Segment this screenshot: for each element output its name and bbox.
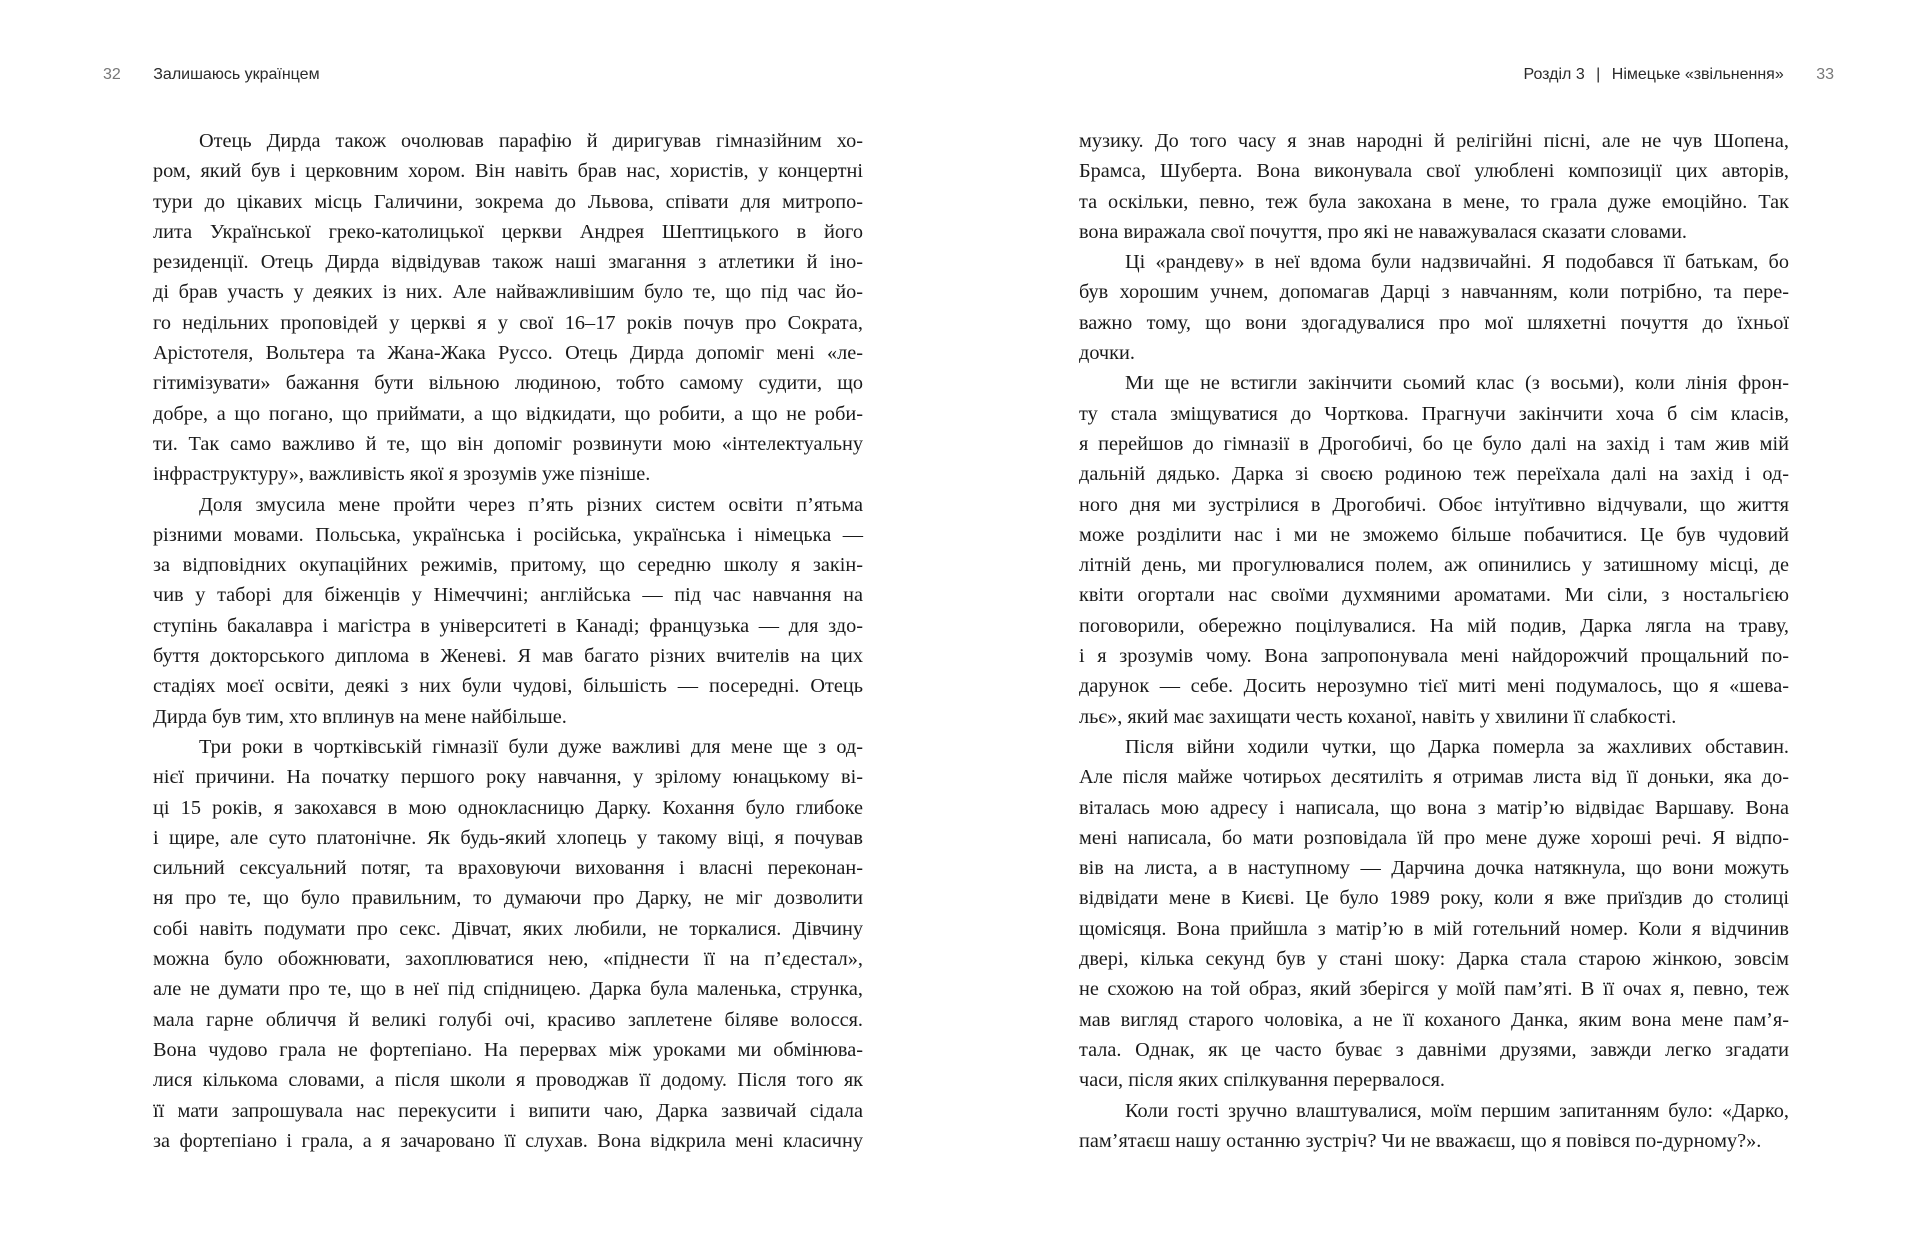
text-line: часи, після яких спілкування перервалося. — [1079, 1069, 1445, 1092]
text-line: гітимізувати» бажання бути вільною людиною, тобто самому судити, що — [153, 372, 863, 395]
right-page-header — [1523, 66, 1834, 84]
text-line: Доля змусила мене пройти через п’ять різних систем освіти п’ятьма — [199, 493, 863, 516]
text-line: ді брав участь у деяких із них. Але найважливішим було те, що під час йо- — [153, 281, 863, 304]
text-line: Арістотеля, Вольтера та Жана-Жака Руссо. Отець Дирда допоміг мені «ле- — [153, 342, 863, 365]
left-page-body — [153, 126, 863, 1156]
left-page-header — [103, 66, 320, 84]
book-running-title: Залишаюсь українцем — [153, 66, 320, 83]
text-line: Дирда був тим, хто вплинув на мене найбільше. — [153, 705, 567, 728]
text-line: мала гарне обличчя й великі голубі очі, красиво заплетене біляве волосся. — [153, 1008, 863, 1031]
text-line: за фортепіано і грала, а я зачаровано її слухав. Вона відкрила мені класичну — [153, 1129, 863, 1152]
text-line: Ми ще не встигли закінчити сьомий клас (з восьми), коли лінія фрон- — [1125, 372, 1789, 395]
text-line: дочки. — [1079, 342, 1135, 365]
text-line: але не думати про те, що в неї під спідницею. Дарка була маленька, струнка, — [153, 978, 863, 1001]
text-line: сильний сексуальний потяг, та враховуючи виховання і власні переконан- — [153, 857, 863, 880]
header-separator: | — [1596, 66, 1601, 83]
text-line: добре, а що погано, що приймати, а що відкидати, що робити, а що не роби- — [153, 402, 863, 425]
text-line: ці 15 років, я закохався в мою однокласницю Дарку. Кохання було глибоке — [153, 796, 863, 819]
text-line: двері, кілька секунд був у стані шоку: Дарка стала старою жінкою, зовсім — [1079, 948, 1789, 971]
text-line: стадіях моєї освіти, деякі з них були чудові, більшість — посередні. Отець — [153, 675, 863, 698]
right-page-body — [1079, 126, 1789, 1156]
text-line: віталась мою адресу і написала, що вона з матір’ю відвідає Варшаву. Вона — [1079, 796, 1789, 819]
text-line: ром, який був і церковним хором. Він навіть брав нас, хористів, у концертні — [153, 160, 863, 183]
text-line: Після війни ходили чутки, що Дарка померла за жахливих обставин. — [1125, 735, 1789, 758]
text-line: го недільних проповідей у церкві я у свої 16–17 років почув про Сократа, — [153, 311, 863, 334]
text-line: Отець Дирда також очолював парафію й диригував гімназійним хо- — [199, 130, 863, 152]
text-line: Ці «рандеву» в неї вдома були надзвичайні. Я подобався її батькам, бо — [1125, 251, 1789, 274]
text-line: я перейшов до гімназії в Дрогобичі, бо це було далі на захід і там жив мій — [1079, 432, 1789, 455]
text-line: вона виражала свої почуття, про які не наважувалася сказати словами. — [1079, 220, 1687, 243]
text-line: дальній дядько. Дарка зі своєю родиною теж переїхала далі на захід і од- — [1079, 463, 1789, 486]
text-line: льє», який має захищати честь коханої, навіть у хвилини її слабкості. — [1079, 705, 1677, 728]
text-line: лита Української греко-католицької церкви Андрея Шептицького в його — [153, 220, 863, 243]
text-line: ступінь бакалавра і магістра в університеті в Канаді; французька — для здо- — [153, 614, 863, 637]
text-line: Три роки в чортківській гімназії були дуже важливі для мене ще з од- — [199, 735, 863, 758]
text-line: пам’ятаєш нашу останню зустріч? Чи не вважаєш, що я повівся по-дурному?». — [1079, 1129, 1762, 1152]
text-line: ти. Так само важливо й те, що він допоміг розвинути мою «інтелектуальну — [153, 432, 863, 455]
text-line: музику. До того часу я знав народні й релігійні пісні, але не чув Шопена, — [1079, 130, 1789, 152]
text-line: був хорошим учнем, допомагав Дарці з навчанням, коли потрібно, та пере- — [1079, 281, 1789, 304]
text-line: і щире, але суто платонічне. Як будь-який хлопець у такому віці, я почував — [153, 826, 863, 849]
text-line: її мати запрошувала нас перекусити і випити чаю, Дарка зазвичай сідала — [153, 1099, 863, 1122]
text-line: важно тому, що вони здогадувалися про мої шляхетні почуття до їхньої — [1079, 311, 1789, 334]
left-page-number: 32 — [103, 66, 121, 83]
text-line: Брамса, Шуберта. Вона виконувала свої улюблені композиції цих авторів, — [1079, 160, 1789, 183]
text-line: та оскільки, певно, теж була закохана в мене, то грала дуже емоційно. Так — [1079, 190, 1789, 213]
chapter-title: Німецьке «звільнення» — [1611, 66, 1784, 83]
text-line: відвідати мене в Києві. Це було 1989 року, коли я вже приїздив до столиці — [1079, 887, 1789, 910]
text-line: не схожою на той образ, який зберігся у моїй пам’яті. В її очах я, певно, теж — [1079, 978, 1789, 1001]
text-line: Коли гості зручно влаштувалися, моїм першим запитанням було: «Дарко, — [1125, 1099, 1789, 1122]
text-line: ня про те, що було правильним, то думаючи про Дарку, не міг дозволити — [153, 887, 863, 910]
text-line: ного дня ми зустрілися в Дрогобичі. Обоє інтуїтивно відчували, що життя — [1079, 493, 1789, 516]
text-line: різними мовами. Польська, українська і російська, українська і німецька — — [153, 523, 863, 546]
text-line: квіти огортали нас своїми духмяними ароматами. Ми сіли, з ностальгією — [1079, 584, 1789, 607]
text-line: буття докторського диплома в Женеві. Я мав багато різних вчителів на цих — [153, 645, 863, 668]
text-line: тала. Однак, як це часто буває з давніми друзями, завжди легко згадати — [1079, 1038, 1789, 1061]
text-line: Вона чудово грала не фортепіано. На перервах між уроками ми обмінюва- — [153, 1038, 863, 1061]
text-line: вів на листа, а в наступному — Дарчина дочка натякнула, що вони можуть — [1079, 857, 1789, 880]
text-line: інфраструктуру», важливість якої я зрозумів уже пізніше. — [153, 463, 651, 486]
text-line: за відповідних окупаційних режимів, притому, що середню школу я закін- — [153, 554, 863, 577]
text-line: щомісяця. Вона прийшла з матір’ю в мій готельний номер. Коли я відчинив — [1079, 917, 1789, 940]
text-line: Але після майже чотирьох десятиліть я отримав листа від її доньки, яка до- — [1079, 766, 1789, 789]
text-line: мав вигляд старого чоловіка, а не її коханого Данка, яким вона мене пам’я- — [1079, 1008, 1789, 1031]
text-line: ту стала зміщуватися до Чорткова. Прагнучи закінчити хоча б сім класів, — [1079, 402, 1789, 425]
text-line: нієї причини. На початку першого року навчання, у зрілому юнацькому ві- — [153, 766, 863, 789]
section-label: Розділ 3 — [1523, 66, 1585, 83]
text-line: поговорили, обережно поцілувалися. На мій подив, Дарка лягла на траву, — [1079, 614, 1789, 637]
text-line: можна було обожнювати, захоплюватися нею, «піднести її на п’єдестал», — [153, 948, 863, 971]
text-line: тури до цікавих місць Галичини, зокрема до Львова, співати для митропо- — [153, 190, 863, 213]
text-line: дарунок — себе. Досить нерозумно тієї миті мені подумалось, що я «шева- — [1079, 675, 1789, 698]
right-page-number: 33 — [1816, 66, 1834, 83]
text-line: чив у таборі для біженців у Німеччині; англійська — під час навчання на — [153, 584, 863, 607]
text-line: мені написала, бо мати розповідала їй про мене дуже хороші речі. Я відпо- — [1079, 826, 1789, 849]
text-line: може розділити нас і ми не зможемо більше побачитися. Це був чудовий — [1079, 523, 1789, 546]
text-line: резиденції. Отець Дирда відвідував також наші змагання з атлетики й іно- — [153, 251, 863, 274]
text-line: літній день, ми прогулювалися полем, аж опинились у затишному місці, де — [1079, 554, 1789, 577]
text-line: лися кількома словами, а після школи я проводжав її додому. Після того як — [153, 1069, 863, 1092]
text-line: і я зрозумів чому. Вона запропонувала мені найдорожчий прощальний по- — [1079, 645, 1789, 668]
text-line: собі навіть подумати про секс. Дівчат, яких любили, не торкалися. Дівчину — [153, 917, 863, 940]
